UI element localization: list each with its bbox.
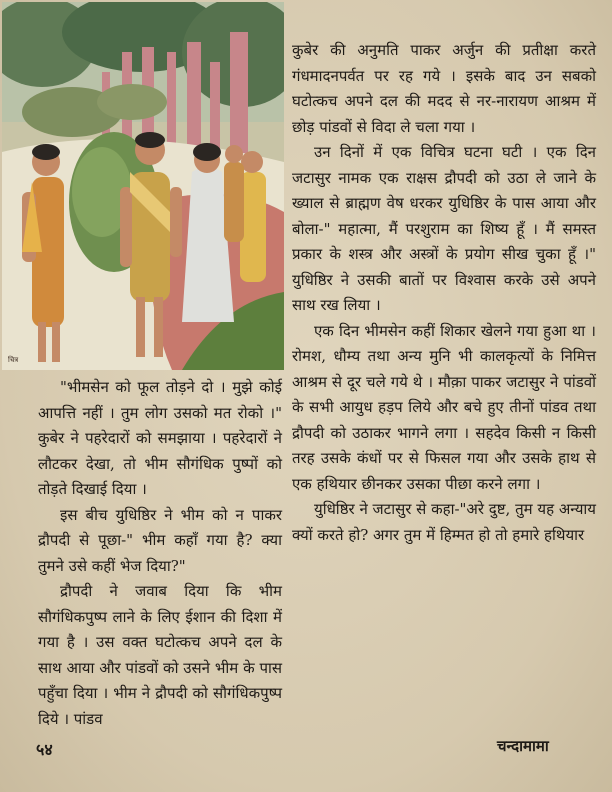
magazine-name: चन्दामामा [497,737,549,755]
paragraph: एक दिन भीमसेन कहीं शिकार खेलने गया हुआ था । रोमश, धौम्य तथा अन्य मुनि भी कालकृत्यों के निमित्त आश्रम से दूर चले गये थे । मौक़ा पाकर जटासुर ने पांडवों के सभी आयुध हड़प लिये और बचे हुए तीनों पांडव तथा द्रौपदी को उठाकर भागने लगा । सहदेव किसी न किसी तरह उसके कंधों पर से फिसल गया और उसके हाथ से एक हथियार छीनकर उसका पीछा करने लगा । [292,321,596,493]
paragraph: कुबेर की अनुमति पाकर अर्जुन की प्रतीक्षा करते गंधमादनपर्वत पर रह गये । इसके बाद उन सबको घटोत्कच अपने दल की मदद से नर-नारायण आश्रम में छोड़ पांडवों से विदा ले चला गया । [292,41,596,136]
right-text-column [292,38,596,548]
paragraph: युधिष्ठिर ने जटासुर से कहा-"अरे दुष्ट, तुम यह अन्याय क्यों करते हो? अगर तुम में हिम्मत हो तो हमारे हथियार [292,500,596,544]
illustration-signature: चित्र [8,356,19,364]
page-number: ५४ [36,740,53,759]
paragraph: "भीमसेन को फूल तोड़ने दो । मुझे कोई आपत्ति नहीं । तुम लोग उसको मत रोको ।" कुबेर ने पहरेदारों को समझाया । पहरेदारों ने लौटकर देखा, तो भीम सौगंधिक पुष्पों को तोड़ते दिखाई दिया । [38,378,282,498]
left-text-column [38,375,282,732]
story-illustration [2,2,284,370]
paragraph: उन दिनों में एक विचित्र घटना घटी । एक दिन जटासुर नामक एक राक्षस द्रौपदी को उठा ले जाने के ख्याल से ब्राह्मण वेष धरकर युधिष्ठिर के पास आया और बोला-" महात्मा, मैं परशुराम का शिष्य हूँ । मैं समस्त प्रकार के शस्त्र और अस्त्रों के प्रयोग सीख चुका हूँ ।" युधिष्ठिर ने उसकी बातों पर विश्वास करके उसे अपने साथ रख लिया । [292,143,596,314]
paragraph: द्रौपदी ने जवाब दिया कि भीम सौगंधिकपुष्प लाने के लिए ईशान की दिशा में गया है । उस वक्त घटोत्कच अपने दल के साथ आया और पांडवों को उसने भीम के पास पहुँचा दिया । भीम ने द्रौपदी को सौगंधिकपुष्प दिये । पांडव [38,582,282,728]
paragraph: इस बीच युधिष्ठिर ने भीम को न पाकर द्रौपदी से पूछा-" भीम कहाँ गया है? क्या तुमने उसे कहीं भेज दिया?" [38,505,282,575]
